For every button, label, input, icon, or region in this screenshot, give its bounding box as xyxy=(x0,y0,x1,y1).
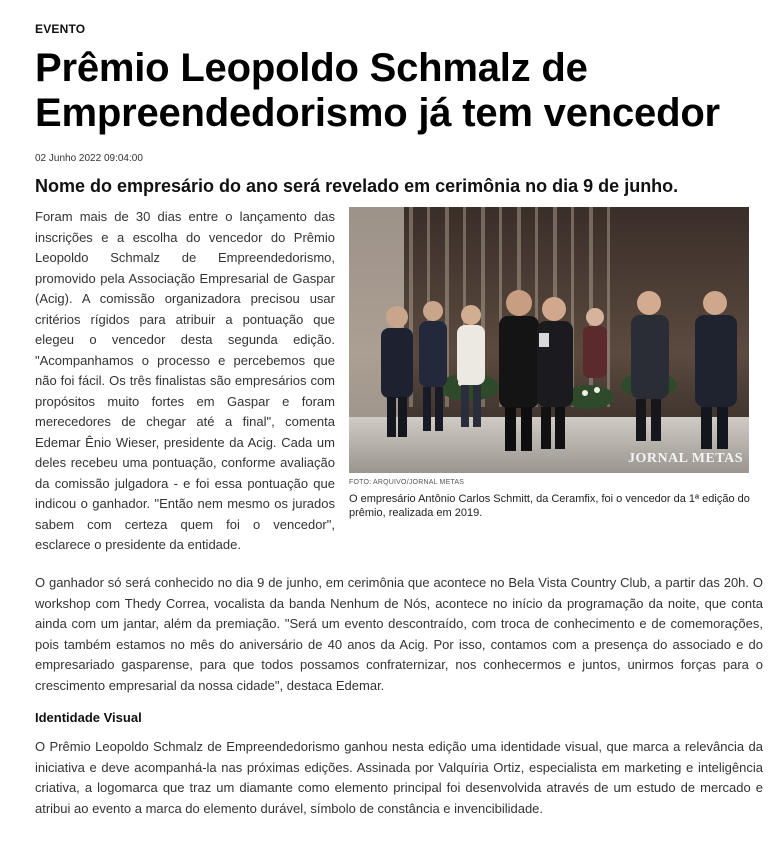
photo-credit: FOTO: ARQUIVO/JORNAL METAS xyxy=(349,479,465,486)
award-ceremony-photo[interactable] xyxy=(349,207,749,473)
publish-date: 02 Junho 2022 09:04:00 xyxy=(35,153,143,164)
article-figure xyxy=(349,207,749,520)
paragraph-intro: Foram mais de 30 dias entre o lançamento das inscrições e a escolha do vencedor do Prêmio Leopoldo Schmalz de Empreendedorismo, promovido pela Associação Empresarial de Gaspar (Acig). A comissão organizadora precisou usar critérios rígidos para atribuir a pontuação que elegeu o vencedor desta segunda edição. "Acompanhamos o processo e percebemos que não foi fácil. Os três finalistas são empresários com propósitos muito fortes em Gaspar e foram merecedores de chegar até a final", comenta Edemar Ênio Wieser, presidente da Acig. Cada um deles recebeu uma pontuação, conforme avaliação da comissão julgadora - e foi essa pontuação que indicou o ganhador. "Então nem mesmo os jurados sabem com certeza quem foi o vencedor", esclarece o presidente da entidade. xyxy=(35,209,335,552)
photo-watermark: JORNAL METAS xyxy=(627,451,743,466)
paragraph-event-details: O ganhador só será conhecido no dia 9 de junho, em cerimônia que acontece no Bela Vista Country Club, a partir das 20h. O workshop com Thedy Correa, vocalista da banda Nenhum de Nós, acontece no início da programação da noite, que conta ainda com um jantar, além da premiação. "Será um evento descontraído, com troca de conhecimento e de comemorações, pois também estamos no mês do aniversário de 40 anos da Acig. Por isso, contamos com a presença do associado e do empresariado gasparense, para que todos possamos confraternizar, nos conhecermos e juntos, unirmos forças para o crescimento empresarial da nossa cidade", destaca Edemar. xyxy=(35,575,763,693)
photo-illustration xyxy=(349,207,749,473)
article-headline: Prêmio Leopoldo Schmalz de Empreendedorismo já tem vencedor xyxy=(35,46,720,135)
section-heading: Identidade Visual xyxy=(35,710,142,725)
category-label[interactable]: EVENTO xyxy=(35,22,86,36)
article-subtitle: Nome do empresário do ano será revelado em cerimônia no dia 9 de junho. xyxy=(35,176,679,196)
photo-caption: O empresário Antônio Carlos Schmitt, da Ceramfix, foi o vencedor da 1ª edição do prêmio, realizada em 2019. xyxy=(349,493,750,519)
paragraph-visual-identity: O Prêmio Leopoldo Schmalz de Empreendedorismo ganhou nesta edição uma identidade visual, que marca a relevância da iniciativa e deve acompanhá-la nas próximas edições. Assinada por Valquíria Ortiz, especialista em marketing e inteligência criativa, a logomarca que traz um diamante como elemento principal foi desenvolvida através de um estudo de mercado e atribui ao evento a marca do elemento durável, símbolo de constância e invencibilidade. xyxy=(35,739,763,816)
